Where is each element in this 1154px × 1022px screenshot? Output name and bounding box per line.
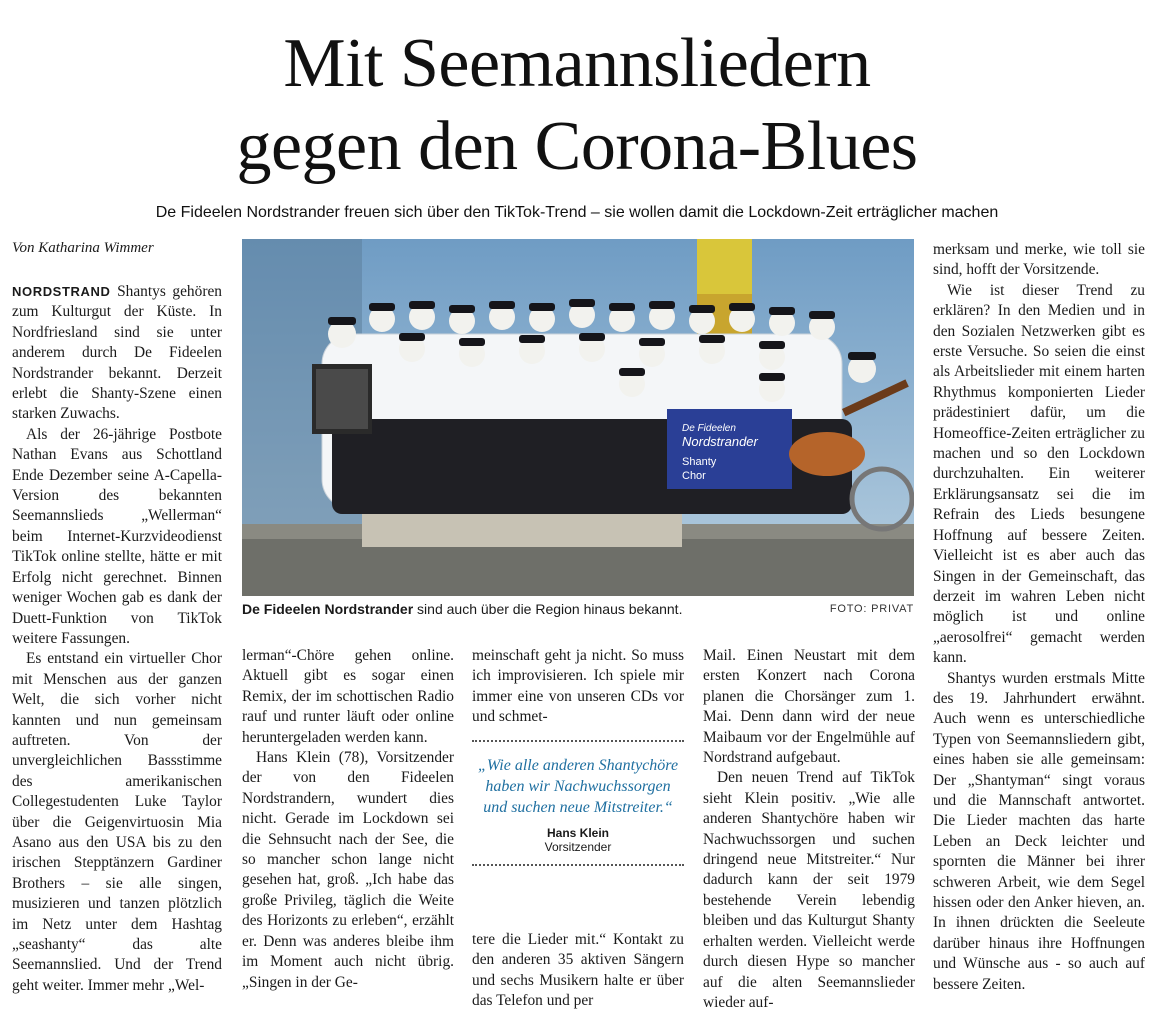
divider	[472, 740, 684, 742]
banner-text-1: De Fideelen	[682, 423, 736, 434]
article-column-4	[703, 646, 915, 1013]
paragraph: Hans Klein (78), Vorsitzender der von den Fideelen Nordstrandern, wundert dies nicht. Gerade im Lockdown sei die Sehnsucht nach der See, die so mancher schon lange nicht gesehen hat, groß. „Ich habe das große Privileg, täglich die Weite des Horizonts zu erleben“, erzählt er. Denn was anderes bleibe ihm im Moment auch nicht übrig. „Singen in der Ge-	[242, 749, 454, 991]
subheadline: De Fideelen Nordstrander freuen sich über den TikTok-Trend – sie wollen damit die Lockdown-Zeit erträglicher machen	[155, 204, 999, 221]
headline-line-1: Mit Seemannsliedern	[283, 25, 871, 102]
article-column-5	[933, 240, 1145, 995]
dateline: NORDSTRAND	[12, 284, 111, 299]
pull-quote-role: Vorsitzender	[544, 840, 612, 855]
paragraph-text: Shantys gehören zum Kulturgut der Küste. In Nordfriesland sind sie unter anderem durch De Fideelen Nordstrander bekannt. Derzeit erlebt die Shanty-Szene einen starken Zuwachs.	[12, 283, 222, 423]
pull-quote-text: „Wie alle anderen Shantychöre haben wir Nachwuchssorgen und suchen neue Mitstreiter.“	[477, 757, 679, 816]
paragraph: Mail. Einen Neustart mit dem ersten Konzert nach Corona planen die Chorsänger zum 1. Mai. Denn dann wird der neue Maibaum vor der Engelmühle auf Nordstrand aufgebaut.	[703, 647, 915, 767]
article-column-3	[472, 646, 684, 728]
caption-text: sind auch über die Region hinaus bekannt.	[413, 601, 683, 617]
paragraph: lerman“-Chöre gehen online. Aktuell gibt es sogar einen Remix, der im schottischen Radio rauf und runter läuft oder online heruntergeladen werden kann.	[242, 647, 454, 746]
paragraph: tere die Lieder mit.“ Kontakt zu den anderen 35 aktiven Sängern und sechs Musikern halte er über das Telefon und per	[472, 931, 684, 1010]
banner-text-3: Shanty	[682, 456, 717, 468]
choir-photo-illustration	[242, 239, 914, 596]
headline-line-2: gegen den Corona-Blues	[236, 108, 918, 185]
article-column-3-continued	[472, 930, 684, 1012]
pull-quote	[472, 740, 684, 866]
paragraph: Wie ist dieser Trend zu erklären? In den Medien und in den Sozialen Netzwerken gibt es erste Versuche. So seien die einst als Arbeitslieder mit einem harten Rhythmus komponierten Lieder prädestiniert dafür, um die Homeoffice-Zeiten erträglicher zu machen und so den Lockdown durchzuhalten. Ein weiterer Erklärungsansatz sei die im Refrain des Lieds besungene Hoffnung auf bessere Zeiten. Vielleicht ist es aber auch das Singen in der Gemeinschaft, das derzeit im wahren Leben nicht möglich ist und online „aerosolfrei“ gemacht werden kann.	[933, 281, 1145, 667]
banner-text-2: Nordstrander	[682, 434, 758, 449]
choir-photo	[242, 239, 914, 596]
article-column-1	[12, 282, 222, 996]
byline: Von Katharina Wimmer	[12, 240, 154, 256]
paragraph: Es entstand ein virtueller Chor mit Menschen aus der ganzen Welt, die sich vorher nicht kannten und nun gemeinsam auftreten. Von der unvergleichlichen Bassstimme des amerikanischen Collegestudenten Luke Taylor über die Geigenvirtuosin Mia Asano aus den USA bis zu den irischen Stepptänzern Gardiner Brothers – sie alle singen, musizieren und tanzen plötzlich im Netz unter dem Hashtag „seashanty“ das alte Seemannslied. Und der Trend geht weiter. Immer mehr „Wel-	[12, 650, 222, 994]
paragraph: Den neuen Trend auf TikTok sieht Klein positiv. „Wie alle anderen Shantychöre haben wir Nachwuchssorgen und suchen dringend neue Mitstreiter.“ Nur dadurch kann der seit 1979 bestehende Verein lebendig bleiben und das Kulturgut Shanty erhalten werden. Vielleicht werde durch diesen Hype so mancher auf die alten Seemannslieder wieder auf-	[703, 769, 915, 1011]
article-column-2	[242, 646, 454, 993]
paragraph: merksam und merke, wie toll sie sind, hofft der Vorsitzende.	[933, 241, 1145, 279]
photo-credit: FOTO: PRIVAT	[829, 603, 914, 615]
photo-caption	[242, 601, 914, 617]
banner-text-4: Chor	[682, 470, 706, 482]
caption-bold: De Fideelen Nordstrander	[242, 601, 414, 617]
paragraph: Shantys wurden erstmals Mitte des 19. Jahrhundert erwähnt. Auch wenn es unterschiedliche Typen von Seemannsliedern gibt, eines haben sie alle gemeinsam: Der „Shantyman“ singt voraus und die Mannschaft antwortet. Die Lieder machten das harte Leben an Deck leichter und spornten die Männer bei ihrer schweren Arbeit, wie dem Segel hissen oder den Anker hieven, an. In ihnen drückten die Seeleute darüber hinaus ihre Hoffnungen und Wünsche aus - so auch auf bessere Zeiten.	[933, 669, 1145, 993]
paragraph: meinschaft geht ja nicht. So muss ich improvisieren. Ich spiele mir immer eine von unseren CDs vor und schmet-	[472, 647, 684, 726]
paragraph	[12, 282, 222, 425]
pull-quote-author: Hans Klein	[546, 826, 609, 841]
headline	[0, 22, 1154, 188]
divider	[472, 864, 684, 866]
paragraph: Als der 26-jährige Postbote Nathan Evans aus Schottland Ende Dezember seine A-Capella-Version des bekannten Seemannslieds „Wellerman“ beim Internet-Kurzvideodienst TikTok online stellte, hätte er mit Erfolg nicht gerechnet. Binnen weniger Wochen gab es dank der Duett-Funktion von TikTok weitere Fassungen.	[12, 425, 222, 647]
